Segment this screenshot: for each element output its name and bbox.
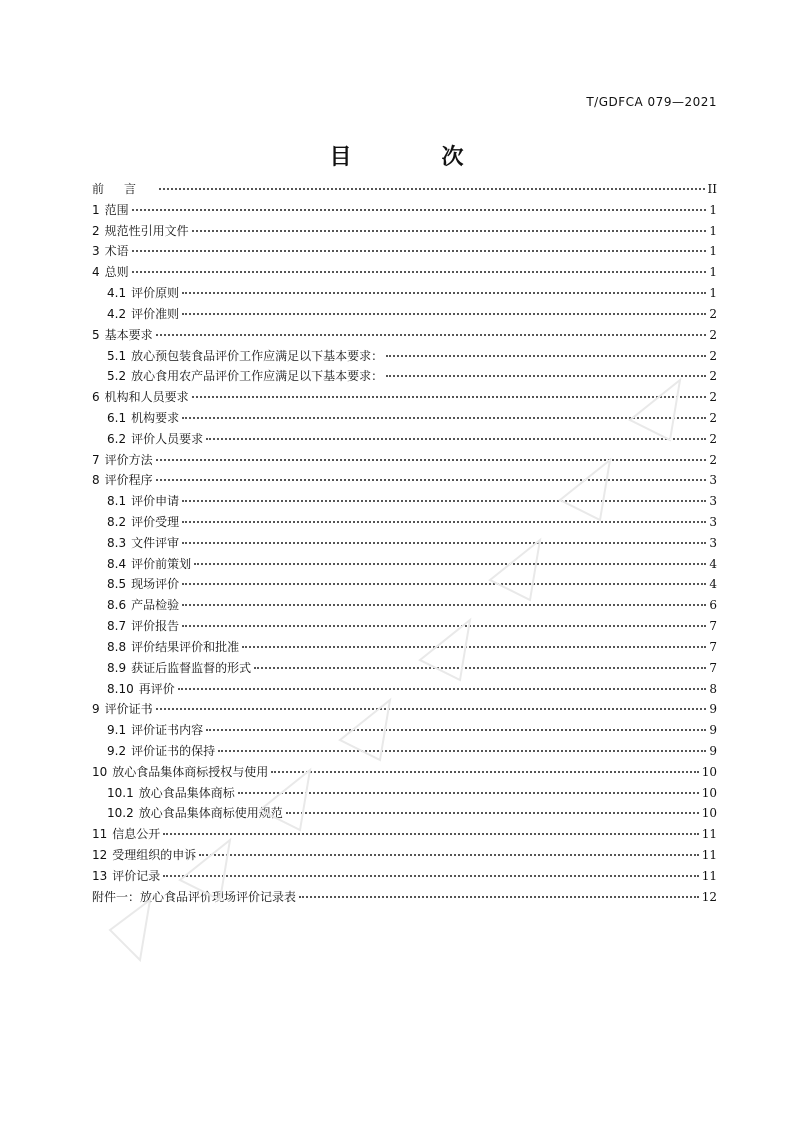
toc-entry-page: 9 (709, 723, 717, 738)
toc-entry-label (92, 699, 153, 720)
toc-entry[interactable] (92, 325, 717, 346)
toc-entry-label (92, 179, 156, 200)
toc-entry-page: 6 (709, 598, 717, 613)
dot-leader (194, 563, 706, 565)
toc-entry-title: 获证后监督监督的形式 (131, 660, 252, 675)
document-id: T/GDFCA 079—2021 (586, 95, 717, 109)
toc-entry[interactable] (92, 616, 717, 637)
toc-entry-label (92, 262, 129, 283)
toc-entry-page: 2 (709, 431, 717, 446)
toc-entry-number: 10.2 (107, 806, 134, 821)
toc-entry-title: 再评价 (138, 681, 175, 696)
toc-entry[interactable] (92, 679, 717, 700)
toc-entry-label (107, 304, 179, 325)
toc-entry-number: 2 (92, 223, 100, 238)
toc-entry-page: 11 (701, 827, 717, 842)
toc-entry-number: 8.7 (107, 619, 127, 634)
toc-entry-title: 规范性引用文件 (104, 223, 189, 238)
toc-entry-title: 评价申请 (131, 494, 180, 509)
toc-entry-page: 2 (709, 348, 717, 363)
toc-entry[interactable] (92, 512, 717, 533)
toc-entry[interactable] (92, 200, 717, 221)
dot-leader (163, 833, 698, 835)
dot-leader (156, 479, 707, 481)
toc-entry[interactable] (92, 283, 717, 304)
dot-leader (132, 271, 707, 273)
toc-entry-page: 2 (709, 410, 717, 425)
toc-entry-label (107, 595, 179, 616)
toc-entry[interactable] (92, 741, 717, 762)
toc-entry-page: 1 (709, 265, 717, 280)
toc-entry-label (107, 346, 383, 367)
toc-entry-title: 附件一：放心食品评价现场评价记录表 (92, 889, 297, 904)
toc-entry-page: 2 (709, 452, 717, 467)
toc-entry-number: 1 (92, 202, 100, 217)
toc-entry-title: 评价人员要求 (131, 431, 204, 446)
toc-entry-number: 8.9 (107, 660, 127, 675)
toc-entry-label (107, 637, 239, 658)
dot-leader (156, 334, 707, 336)
dot-leader (182, 313, 706, 315)
toc-entry[interactable] (92, 262, 717, 283)
toc-entry-label (107, 554, 191, 575)
toc-entry-label (92, 866, 160, 887)
toc-entry-label (92, 200, 129, 221)
toc-entry-title: 基本要求 (104, 327, 153, 342)
toc-entry-page: 2 (709, 306, 717, 321)
toc-entry-page: 1 (709, 202, 717, 217)
toc-entry-number: 11 (92, 827, 108, 842)
toc-entry-title: 信息公开 (112, 827, 161, 842)
toc-entry-page: 2 (709, 369, 717, 384)
toc-entry-page: 10 (701, 806, 717, 821)
toc-entry-page: 7 (709, 660, 717, 675)
toc-entry-number: 8 (92, 473, 100, 488)
toc-entry[interactable] (92, 533, 717, 554)
dot-leader (182, 521, 706, 523)
toc-entry-title: 机构要求 (131, 410, 180, 425)
toc-entry-number: 10 (92, 764, 108, 779)
toc-entry[interactable] (92, 491, 717, 512)
toc-entry-number: 5.1 (107, 348, 127, 363)
toc-entry-title: 放心食品集体商标授权与使用 (112, 764, 269, 779)
toc-entry[interactable] (92, 658, 717, 679)
toc-entry-title: 总则 (104, 265, 129, 280)
toc-entry-title: 评价方法 (104, 452, 153, 467)
toc-entry-title: 现场评价 (131, 577, 180, 592)
toc-entry-page: 10 (701, 764, 717, 779)
page-title: 目 次 (329, 144, 498, 170)
toc-entry-number: 8.3 (107, 535, 127, 550)
toc-entry-label (92, 824, 160, 845)
toc-entry-number: 8.8 (107, 639, 127, 654)
toc-entry-page: 7 (709, 619, 717, 634)
toc-entry[interactable] (92, 554, 717, 575)
toc-entry-label (92, 450, 153, 471)
toc-entry-title: 评价程序 (104, 473, 153, 488)
toc-entry-label (107, 283, 179, 304)
dot-leader (238, 792, 699, 794)
toc-entry-label (92, 470, 153, 491)
toc-entry-title: 评价证书 (104, 702, 153, 717)
toc-entry-title: 机构和人员要求 (104, 390, 189, 405)
toc-entry-title: 评价证书内容 (131, 723, 204, 738)
toc-entry-title: 放心食品集体商标 (138, 785, 235, 800)
toc-entry-page: 3 (709, 515, 717, 529)
toc-entry-number: 4.2 (107, 306, 127, 321)
toc-entry-page: 1 (709, 286, 717, 301)
dot-leader (242, 646, 706, 648)
toc-entry-number: 6 (92, 390, 100, 405)
toc-entry[interactable] (92, 887, 717, 908)
toc-entry-label (107, 803, 283, 824)
dot-leader (286, 812, 699, 814)
toc-entry-title: 评价受理 (131, 515, 180, 529)
dot-leader (156, 708, 707, 710)
toc-entry-number: 10.1 (107, 785, 134, 800)
toc-entry-title: 产品检验 (131, 598, 180, 613)
toc-entry-page: 9 (709, 743, 717, 758)
toc-entry-number: 8.1 (107, 494, 127, 509)
toc-entry-title: 评价结果评价和批准 (131, 639, 240, 654)
toc-entry-title: 评价原则 (131, 286, 180, 301)
dot-leader (182, 583, 706, 585)
toc-entry-number: 4.1 (107, 286, 127, 301)
dot-leader (182, 625, 706, 627)
dot-leader (178, 688, 707, 690)
toc-entry[interactable] (92, 699, 717, 720)
toc-entry-title: 受理组织的申诉 (112, 848, 197, 862)
toc-entry-page: 3 (709, 473, 717, 488)
toc-entry-number: 8.10 (107, 681, 134, 696)
toc-entry[interactable] (92, 762, 717, 783)
dot-leader (218, 750, 706, 752)
toc-entry-page: 1 (709, 223, 717, 238)
toc-entry[interactable] (92, 783, 717, 804)
dot-leader (156, 459, 707, 461)
toc-entry[interactable] (92, 387, 717, 408)
toc-entry[interactable] (92, 429, 717, 450)
toc-entry-label (92, 762, 268, 783)
toc-entry-page: 3 (709, 494, 717, 509)
toc-entry-number: 12 (92, 848, 108, 862)
dot-leader (386, 375, 706, 377)
toc-entry[interactable] (92, 221, 717, 242)
dot-leader (254, 667, 706, 669)
toc-entry[interactable] (92, 637, 717, 658)
toc-entry[interactable] (92, 241, 717, 262)
toc-entry-title: 放心预包装食品评价工作应满足以下基本要求： (131, 348, 384, 363)
toc-entry-label (107, 491, 179, 512)
dot-leader (182, 542, 706, 544)
toc-entry-title: 前言 (92, 182, 157, 196)
toc-entry[interactable] (92, 366, 717, 387)
dot-leader (271, 771, 698, 773)
dot-leader (182, 292, 706, 294)
toc-entry[interactable] (92, 595, 717, 616)
toc-entry-label (92, 221, 189, 242)
toc-entry[interactable] (92, 574, 717, 595)
toc-entry[interactable] (92, 179, 717, 200)
toc-entry-title: 文件评审 (131, 535, 180, 550)
toc-entry-label (107, 720, 203, 741)
toc-entry[interactable] (92, 346, 717, 367)
toc-entry-number: 8.6 (107, 598, 127, 613)
toc-entry[interactable] (92, 845, 717, 866)
toc-entry-page: 7 (709, 639, 717, 654)
toc-entry-number: 13 (92, 868, 108, 883)
toc-entry-page: 8 (709, 681, 717, 696)
toc-entry-page: 4 (709, 556, 717, 571)
dot-leader (159, 188, 705, 190)
dot-leader (199, 854, 698, 856)
dot-leader (386, 355, 706, 357)
toc-entry[interactable] (92, 803, 717, 824)
toc-entry-number: 9.1 (107, 723, 127, 738)
toc-entry-page: 10 (701, 785, 717, 800)
toc-entry-number: 5 (92, 327, 100, 342)
toc-entry-label (107, 533, 179, 554)
toc-entry-page: II (707, 182, 717, 196)
toc-entry-label (92, 241, 129, 262)
toc-entry-number: 6.2 (107, 431, 127, 446)
toc-entry-page: 11 (701, 868, 717, 883)
dot-leader (132, 209, 707, 211)
table-of-contents (92, 179, 717, 907)
toc-entry-label (107, 679, 175, 700)
toc-entry-title: 评价准则 (131, 306, 180, 321)
toc-entry[interactable] (92, 408, 717, 429)
toc-entry-page: 12 (701, 889, 717, 904)
toc-entry-number: 6.1 (107, 410, 127, 425)
toc-entry-page: 3 (709, 535, 717, 550)
toc-entry-label (92, 387, 189, 408)
toc-entry-number: 5.2 (107, 369, 127, 384)
dot-leader (163, 875, 698, 877)
toc-entry-title: 评价记录 (112, 868, 161, 883)
toc-entry-title: 术语 (104, 244, 129, 259)
toc-entry-number: 4 (92, 265, 100, 280)
dot-leader (206, 438, 706, 440)
toc-entry-number: 8.2 (107, 515, 127, 529)
toc-entry-page: 2 (709, 327, 717, 342)
dot-leader (132, 250, 707, 252)
toc-entry-label (107, 366, 383, 387)
toc-entry-label (92, 887, 296, 908)
toc-entry-title: 评价报告 (131, 619, 180, 634)
toc-entry[interactable] (92, 470, 717, 491)
toc-entry-title: 评价证书的保持 (131, 743, 216, 758)
dot-leader (182, 417, 706, 419)
toc-entry-title: 评价前策划 (131, 556, 192, 571)
toc-entry-number: 8.4 (107, 556, 127, 571)
toc-entry-label (107, 741, 215, 762)
dot-leader (206, 729, 706, 731)
dot-leader (182, 500, 706, 502)
toc-entry-number: 8.5 (107, 577, 127, 592)
toc-entry[interactable] (92, 304, 717, 325)
dot-leader (192, 396, 707, 398)
toc-entry[interactable] (92, 866, 717, 887)
toc-entry[interactable] (92, 824, 717, 845)
toc-entry-label (107, 429, 203, 450)
toc-entry-label (107, 408, 179, 429)
toc-entry-page: 9 (709, 702, 717, 717)
toc-entry-number: 7 (92, 452, 100, 467)
toc-entry-title: 范围 (104, 202, 129, 217)
toc-entry-label (107, 783, 235, 804)
toc-entry[interactable] (92, 720, 717, 741)
toc-entry-number: 3 (92, 244, 100, 259)
toc-entry-number: 9 (92, 702, 100, 717)
toc-entry-label (107, 658, 251, 679)
toc-entry-page: 11 (701, 848, 717, 862)
toc-entry-label (107, 574, 179, 595)
toc-entry-page: 1 (709, 244, 717, 259)
toc-entry-number: 9.2 (107, 743, 127, 758)
dot-leader (299, 896, 699, 898)
toc-entry[interactable] (92, 450, 717, 471)
toc-entry-label (107, 616, 179, 637)
toc-entry-title: 放心食品集体商标使用规范 (138, 806, 283, 821)
toc-entry-label (107, 512, 179, 533)
dot-leader (192, 230, 707, 232)
toc-entry-label (92, 845, 196, 866)
toc-entry-page: 4 (709, 577, 717, 592)
toc-entry-label (92, 325, 153, 346)
toc-entry-title: 放心食用农产品评价工作应满足以下基本要求： (131, 369, 384, 384)
dot-leader (182, 604, 706, 606)
toc-entry-page: 2 (709, 390, 717, 405)
